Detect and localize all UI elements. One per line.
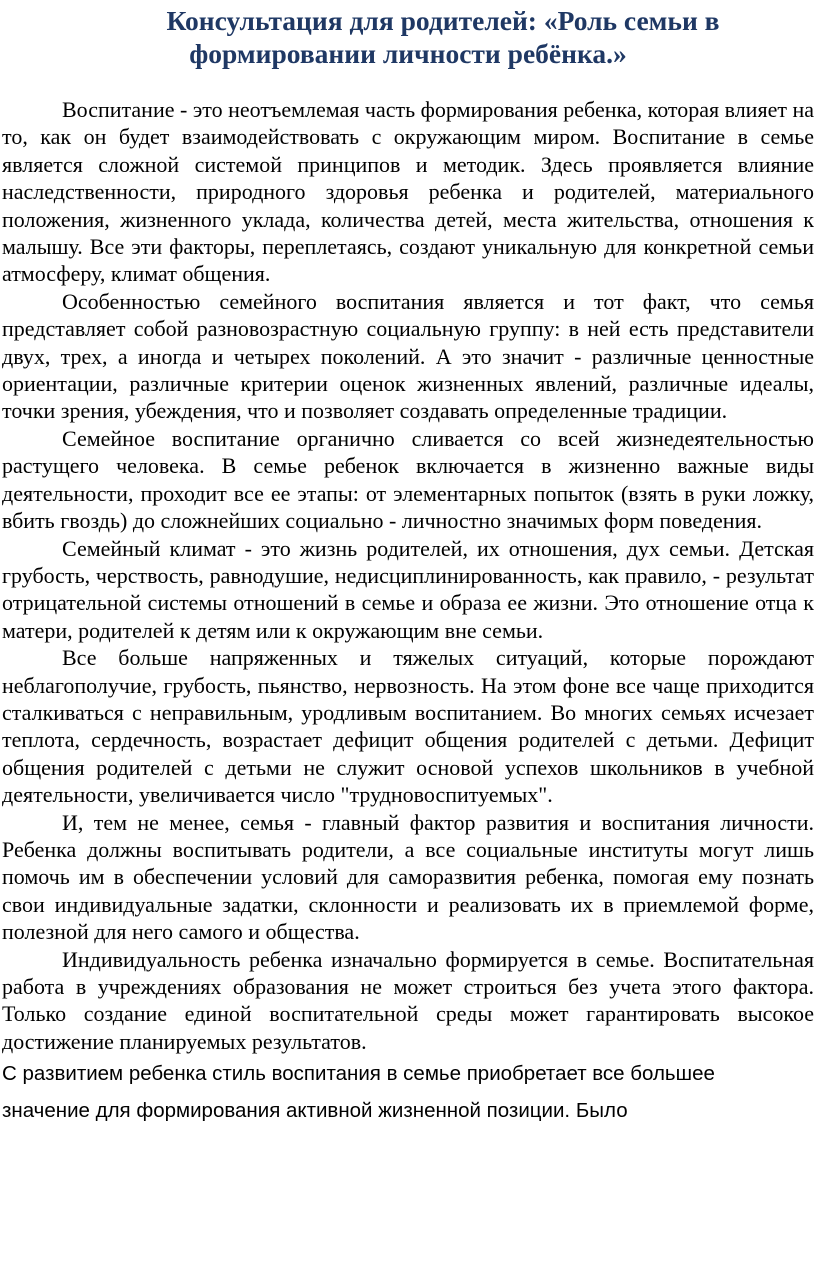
footer-paragraph [2,1055,814,1129]
footer-line-1: С развитием ребенка стиль воспитания в семье приобретает все большее [2,1062,715,1086]
title-line-2: формировании личности ребёнка.» [189,38,627,69]
paragraph-2: Особенностью семейного воспитания является и тот факт, что семья представляет собой разновозрастную социальную группу: в ней есть представители двух, трех, а иногда и четырех поколений. А это значит - различные ценностные ориентации, различные критерии оценок жизненных явлений, различные идеалы, точки зрения, убеждения, что и позволяет создавать определенные традиции. [2,288,814,424]
paragraph-4: Семейный климат - это жизнь родителей, их отношения, дух семьи. Детская грубость, черствость, равнодушие, недисциплинированность, как правило, - результат отрицательной системы отношений в семье и образа ее жизни. Это отношение отца к матери, родителей к детям или к окружающим вне семьи. [2,535,814,643]
paragraph-3: Семейное воспитание органично сливается со всей жизнедеятельностью растущего человека. В семье ребенок включается в жизненно важные виды деятельности, проходит все ее этапы: от элементарных попыток (взять в руки ложку, вбить гвоздь) до сложнейших социально - личностно значимых форм поведения. [2,425,814,534]
title-line-1: Консультация для родителей: «Роль семьи в [166,5,720,36]
paragraph-7: Индивидуальность ребенка изначально формируется в семье. Воспитательная работа в учреждениях образования не может строиться без учета этого фактора. Только создание единой воспитательной среды может гарантировать высокое достижение планируемых результатов. [2,946,814,1054]
page-title [2,0,814,70]
paragraph-6: И, тем не менее, семья - главный фактор развития и воспитания личности. Ребенка должны воспитывать родители, а все социальные институты могут лишь помочь им в обеспечении условий для саморазвития ребенка, помогая ему познать свои индивидуальные задатки, склонности и реализовать их в приемлемой форме, полезной для него самого и общества. [2,809,814,945]
paragraph-1: Воспитание - это неотъемлемая часть формирования ребенка, которая влияет на то, как он будет взаимодействовать с окружающим миром. Воспитание в семье является сложной системой принципов и методик. Здесь проявляется влияние наследственности, природного здоровья ребенка и родителей, материального положения, жизненного уклада, количества детей, места жительства, отношения к малышу. Все эти факторы, переплетаясь, создают уникальную для конкретной семьи атмосферу, климат общения. [2,97,814,287]
document-body [2,96,814,1129]
footer-line-2: значение для формирования активной жизненной позиции. Было [2,1099,628,1123]
paragraph-5: Все больше напряженных и тяжелых ситуаций, которые порождают неблагополучие, грубость, пьянство, нервозность. На этом фоне все чаще приходится сталкиваться с неправильным, уродливым воспитанием. Во многих семьях исчезает теплота, сердечность, возрастает дефицит общения родителей с детьми. Дефицит общения родителей с детьми не служит основой успехов школьников в учебной деятельности, увеличивается число "трудновоспитуемых". [2,645,814,808]
